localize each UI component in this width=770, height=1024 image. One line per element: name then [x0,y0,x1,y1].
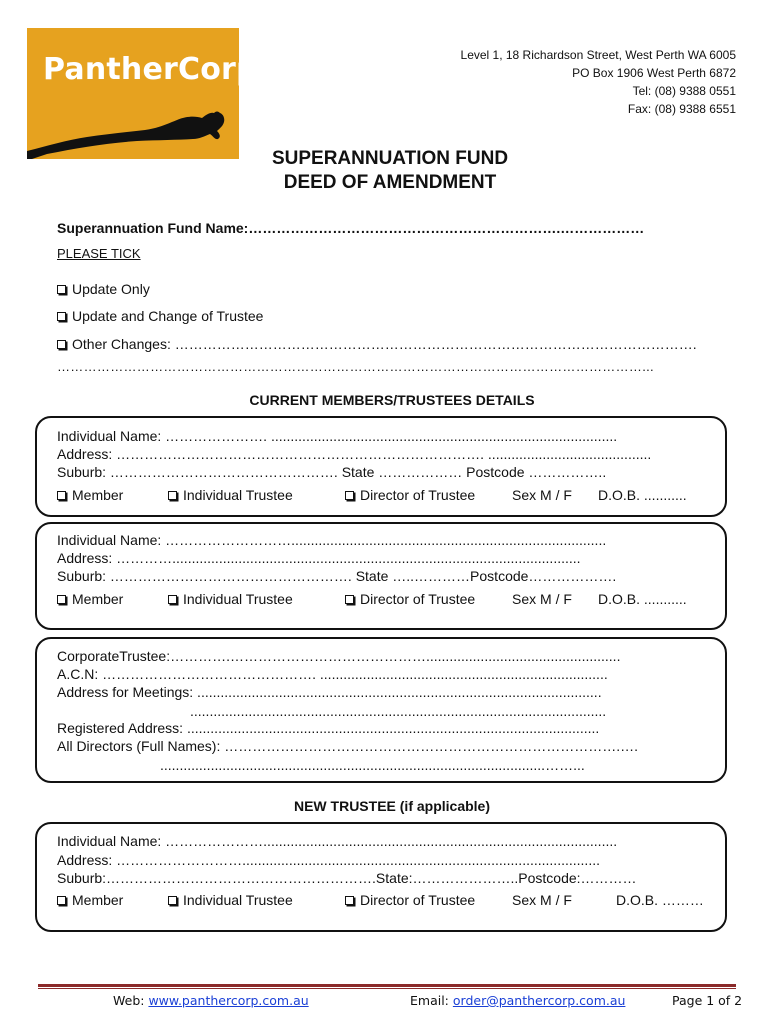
address-line: Level 1, 18 Richardson Street, West Perth WA 6005 [460,48,736,62]
checkbox-icon[interactable] [168,491,177,500]
member-checkbox[interactable] [57,591,123,607]
checkbox-label: Director of Trustee [360,892,476,908]
checkbox-icon[interactable] [168,896,177,905]
phone-line: Tel: (08) 9388 0551 [632,84,736,98]
checkbox-icon[interactable] [345,595,354,604]
option-label: Other Changes: …………………………………………………………………………………………………. [72,336,697,352]
fund-name-field[interactable]: Superannuation Fund Name:………………………………………………………….……………… [57,220,645,236]
company-address [461,46,736,118]
individual-trustee-checkbox[interactable] [168,487,293,503]
dob-field[interactable]: D.O.B. ……… [616,892,704,908]
checkbox-label: Individual Trustee [183,892,293,908]
footer-web [113,993,309,1008]
individual-name-field[interactable]: Individual Name: …………………. ......................................................................................... [57,428,618,444]
option-label: Update and Change of Trustee [72,308,264,324]
option-other-changes[interactable] [57,336,697,352]
individual-name-field[interactable]: Individual Name: ………………………................................................................................. [57,532,607,548]
other-changes-continuation[interactable]: ……………………………………………………………………………………………………………………... [57,359,654,374]
please-tick-label: PLEASE TICK [57,246,141,261]
address-field[interactable]: Address: ……………………………………………………………………. .......................................... [57,446,652,462]
dob-field[interactable]: D.O.B. ........... [598,487,687,503]
footer-divider-thin [38,988,736,989]
footer-divider [38,984,736,987]
member-checkbox[interactable] [57,487,123,503]
email-link[interactable]: order@panthercorp.com.au [452,993,626,1008]
option-label: Update Only [72,281,150,297]
checkbox-icon[interactable] [345,491,354,500]
suburb-field[interactable]: Suburb:………………………………………………….State:…………………..Postcode:………… [57,870,637,886]
option-update-change-trustee[interactable] [57,308,263,324]
director-checkbox[interactable] [345,487,475,503]
checkbox-icon[interactable] [57,595,66,604]
checkbox-icon[interactable] [345,896,354,905]
fax-line: Fax: (08) 9388 6551 [627,102,736,116]
email-label: Email: [410,993,453,1008]
individual-trustee-checkbox[interactable] [168,591,293,607]
acn-field[interactable]: A.C.N: ………………………………………. .......................................................................... [57,666,608,682]
logo-text: PantherCorp [43,52,258,87]
web-label: Web: [113,993,149,1008]
address-field[interactable]: Address: ………………………............................................................................................ [57,852,600,868]
current-members-heading: CURRENT MEMBERS/TRUSTEES DETAILS [249,392,535,408]
checkbox-label: Director of Trustee [360,591,476,607]
checkbox-label: Member [72,591,124,607]
sex-field[interactable]: Sex M / F [512,487,572,503]
sex-field[interactable]: Sex M / F [512,591,572,607]
checkbox-icon[interactable] [168,595,177,604]
checkbox-label: Member [72,892,124,908]
suburb-field[interactable]: Suburb: ……………………………………………. State …..…………Postcode………………. [57,568,617,584]
all-directors-field[interactable]: All Directors (Full Names): ………………………………………………………………………….…. [57,738,639,754]
sex-field[interactable]: Sex M / F [512,892,572,908]
individual-name-field[interactable]: Individual Name: …………………........................................................................................... [57,833,618,849]
checkbox-label: Member [72,487,124,503]
checkbox-label: Individual Trustee [183,591,293,607]
suburb-field[interactable]: Suburb: …………………………………………. State ……………… Postcode …………….. [57,464,607,480]
new-trustee-heading: NEW TRUSTEE (if applicable) [293,798,490,814]
title-line-1: SUPERANNUATION FUND [271,148,509,169]
checkbox-icon[interactable] [57,285,66,294]
member-checkbox[interactable] [57,892,123,908]
page-number: Page 1 of 2 [672,993,743,1008]
registered-address-field[interactable]: Registered Address: .......................................................................................................... [57,720,600,736]
director-checkbox[interactable] [345,892,475,908]
address-field[interactable]: Address: …………......................................................................................................... [57,550,581,566]
checkbox-icon[interactable] [57,312,66,321]
dob-field[interactable]: D.O.B. ........... [598,591,687,607]
option-update-only[interactable] [57,281,150,297]
po-box-line: PO Box 1906 West Perth 6872 [572,66,736,80]
meetings-address-continuation[interactable]: ........................................................................................................... [190,703,607,719]
director-checkbox[interactable] [345,591,475,607]
checkbox-icon[interactable] [57,896,66,905]
checkbox-icon[interactable] [57,491,66,500]
document-title [0,147,770,195]
title-line-2: DEED OF AMENDMENT [283,172,497,193]
company-logo [27,28,258,159]
checkbox-label: Individual Trustee [183,487,293,503]
footer-email [410,993,625,1008]
individual-trustee-checkbox[interactable] [168,892,293,908]
website-link[interactable]: www.panthercorp.com.au [148,993,309,1008]
checkbox-label: Director of Trustee [360,487,476,503]
all-directors-continuation[interactable]: ...................................................................................................……... [160,757,585,773]
corporate-trustee-field[interactable]: CorporateTrustee:………….…………………………………….................................................. [57,648,621,664]
meetings-address-field[interactable]: Address for Meetings: ........................................................................................................ [57,684,602,700]
checkbox-icon[interactable] [57,340,66,349]
